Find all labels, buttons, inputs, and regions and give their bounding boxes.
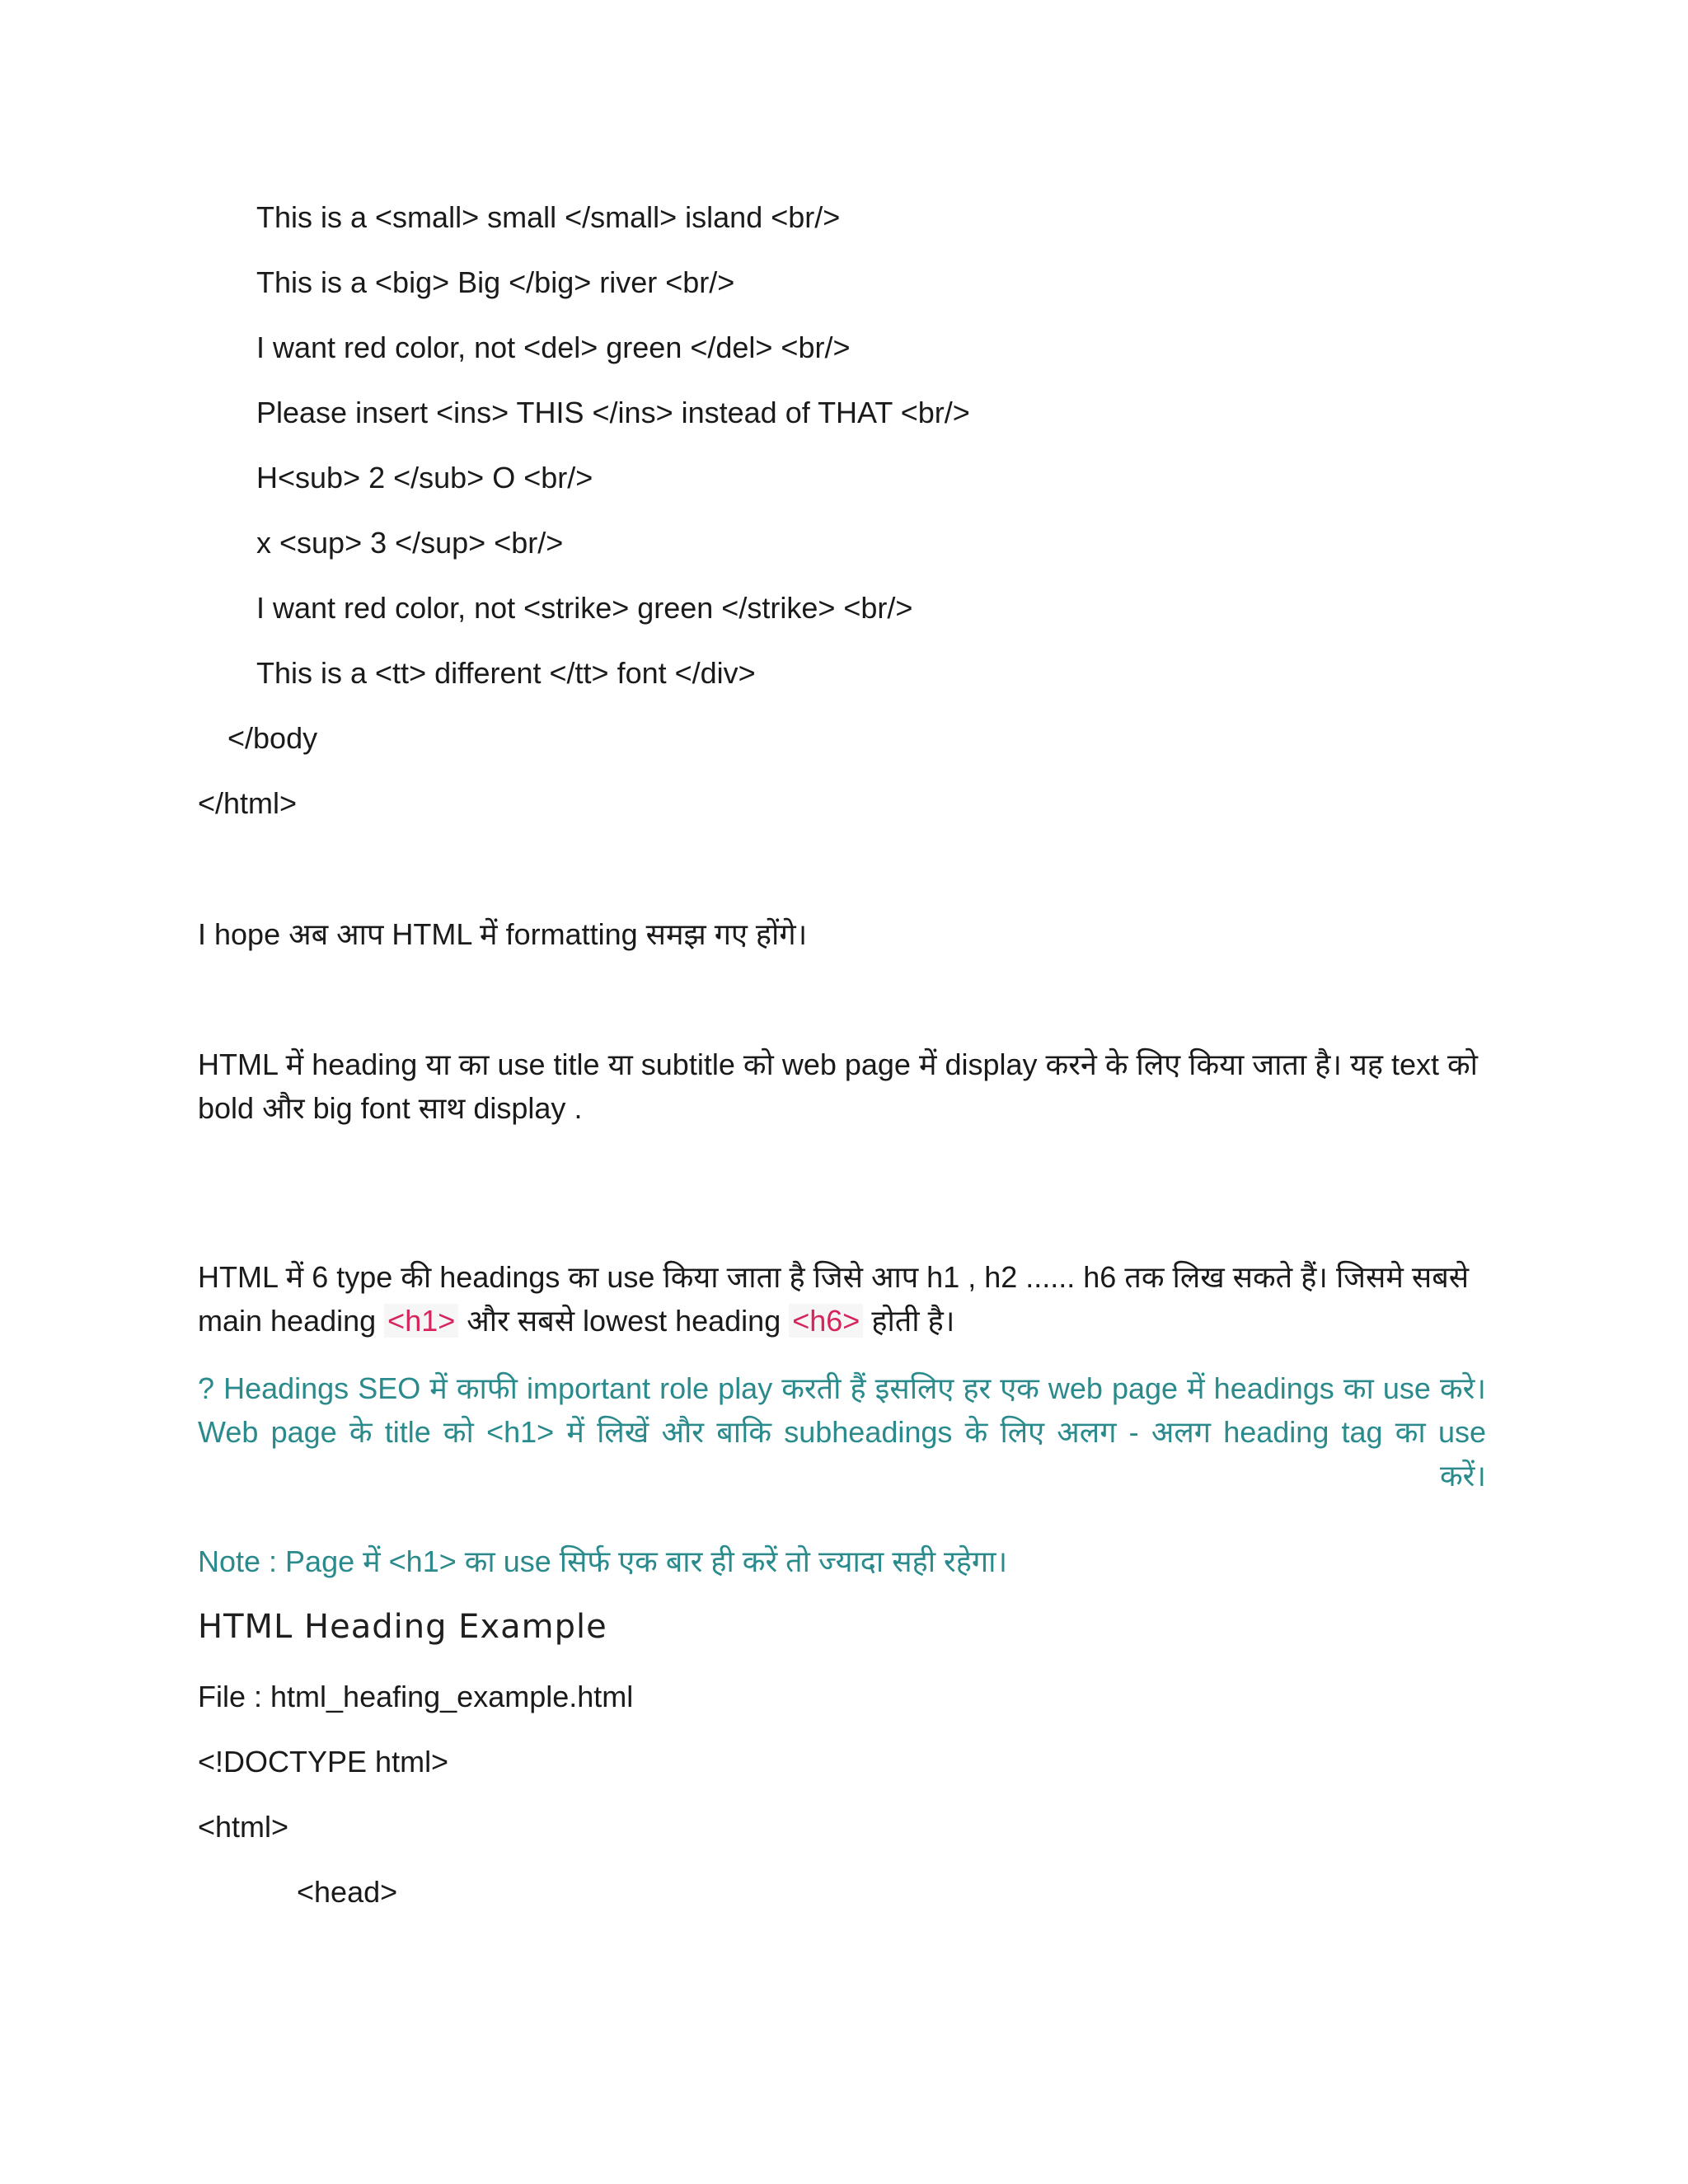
h6-tag-code: <h6>: [789, 1304, 863, 1338]
code-line-head-open: <head>: [297, 1875, 398, 1909]
code-line-doctype: <!DOCTYPE html>: [198, 1745, 449, 1779]
heading-intro-paragraph: HTML में heading या का use title या subtitle को web page में display करने के लिए किया जाता है। यह text को bold और big font साथ display .: [198, 1047, 1479, 1125]
heading-types-text-2: और सबसे lowest heading: [458, 1304, 790, 1338]
code-line-html-close: </html>: [198, 786, 298, 820]
seo-tip-paragraph: [198, 1366, 1486, 1454]
seo-tip-end: करें।: [1439, 1459, 1486, 1493]
code-line-del: I want red color, not <del> green </del> <br/>: [256, 330, 851, 364]
seo-tip-text: ? Headings SEO में काफी important role play करती हैं इसलिए हर एक web page में headings का use करे। Web page के title को <h1> में लिखें और बाकि subheadings के लिए अलग - अलग heading tag का use: [198, 1371, 1486, 1449]
note-paragraph: Note : Page में <h1> का use सिर्फ एक बार ही करें तो ज्यादा सही रहेगा।: [198, 1544, 1008, 1578]
code-line-tt: This is a <tt> different </tt> font </div>: [256, 656, 756, 690]
code-line-sup: x <sup> 3 </sup> <br/>: [256, 526, 564, 560]
hope-paragraph: I hope अब आप HTML में formatting समझ गए होंगे।: [198, 917, 808, 951]
code-line-sub: H<sub> 2 </sub> O <br/>: [256, 461, 593, 494]
section-heading: HTML Heading Example: [198, 1608, 607, 1646]
code-line-body-close: </body: [227, 721, 318, 755]
heading-types-text-3: होती है।: [863, 1304, 955, 1338]
code-line-big: This is a <big> Big </big> river <br/>: [256, 265, 735, 299]
code-line-strike: I want red color, not <strike> green </strike> <br/>: [256, 591, 913, 625]
code-line-ins: Please insert <ins> THIS </ins> instead of THAT <br/>: [256, 396, 970, 429]
heading-types-paragraph: [198, 1255, 1486, 1343]
code-line-html-open: <html>: [198, 1810, 289, 1844]
file-label: File : html_heafing_example.html: [198, 1680, 634, 1713]
heading-types-text-1: HTML में 6 type की headings का use किया जाता है जिसे आप h1 , h2 ...... h6 तक लिख सकते हैं। जिसमे सबसे main heading: [198, 1260, 1470, 1338]
h1-tag-code: <h1>: [384, 1304, 458, 1338]
code-line-small: This is a <small> small </small> island <br/>: [256, 200, 841, 234]
